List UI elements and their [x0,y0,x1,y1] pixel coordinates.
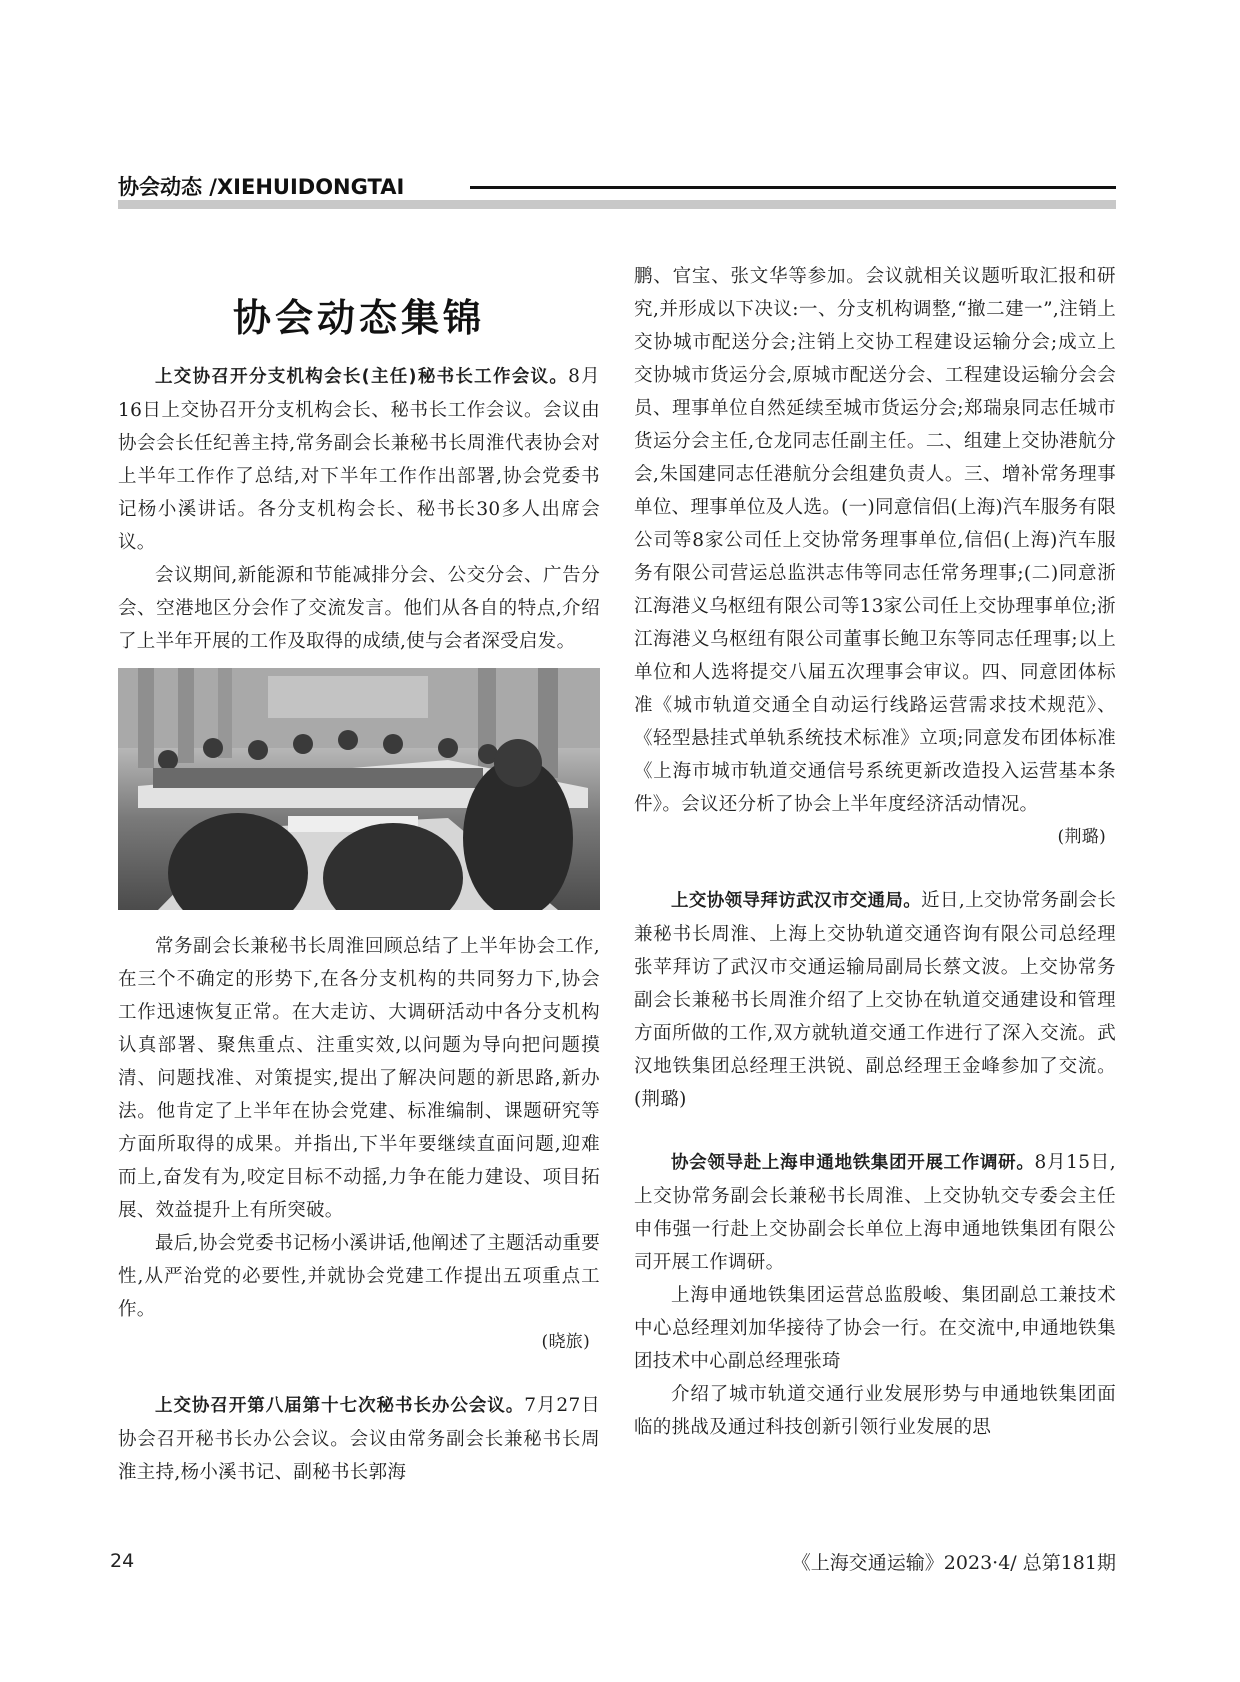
page-title: 协会动态集锦 [232,296,485,340]
header-band [118,200,1116,209]
article-paragraph [118,360,600,559]
article-paragraph [118,1389,600,1489]
article-paragraph: 会议期间,新能源和节能减排分会、公交分会、广告分会、空港地区分会作了交流发言。他们从各自的特点,介绍了上半年开展的工作及取得的成绩,使与会者深受启发。 [118,565,600,652]
meeting-photo-illustration [118,668,600,910]
article-heading: 协会领导赴上海申通地铁集团开展工作调研。 [671,1153,1035,1173]
left-column [118,280,600,1489]
section-header [118,172,1116,202]
author-signature: (荆璐) [634,1089,687,1110]
article-text: 近日,上交协常务副会长兼秘书长周淮、上海上交协轨道交通咨询有限公司总经理张苹拜访了武汉市交通运输局副局长蔡文波。上交协常务副会长兼秘书长周淮介绍了上交协在轨道交通建设和管理方面所做的工作,双方就轨道交通工作进行了深入交流。武汉地铁集团总经理王洪锐、副总经理王金峰参加了交流。 [634,890,1116,1077]
article-paragraph [118,1227,600,1359]
article-text: 鹏、官宝、张文华等参加。会议就相关议题听取汇报和研究,并形成以下决议:一、分支机构调整,“撤二建一”,注销上交协城市配送分会;注销上交协工程建设运输分会;成立上交协城市货运分会,原城市配送分会、工程建设运输分会会员、理事单位自然延续至城市货运分会;郑瑞泉同志任城市货运分会主任,仓龙同志任副主任。二、组建上交协港航分会,朱国建同志任港航分会组建负责人。三、增补常务理事单位、理事单位及人选。(一)同意信侣(上海)汽车服务有限公司等8家公司任上交协常务理事单位,信侣(上海)汽车服务有限公司营运总监洪志伟等同志任常务理事;(二)同意浙江海港义乌枢纽有限公司等13家公司任上交协理事单位;浙江海港义乌枢纽有限公司董事长鲍卫东等同志任理事;以上单位和人选将提交八届五次理事会审议。四、同意团体标准《城市轨道交通全自动运行线路运营需求技术规范》、《轻型悬挂式单轨系统技术标准》立项;同意发布团体标准《上海市城市轨道交通信号系统更新改造投入运营基本条件》。会议还分析了协会上半年度经济活动情况。 [634,266,1116,815]
section-title: 协会动态 /XIEHUIDONGTAI [118,175,405,199]
article-paragraph [634,884,1116,1116]
author-signature: (晓旅) [541,1332,590,1352]
article-heading: 上交协召开第八届第十七次秘书长办公会议。 [155,1396,525,1416]
article-paragraph: 常务副会长兼秘书长周淮回顾总结了上半年协会工作,在三个不确定的形势下,在各分支机构的共同努力下,协会工作迅速恢复正常。在大走访、大调研活动中各分支机构认真部署、聚焦重点、注重实效,以问题为导向把问题摸清、问题找准、对策提实,提出了解决问题的新思路,新办法。他肯定了上半年在协会党建、标准编制、课题研究等方面所取得的成果。并指出,下半年要继续直面问题,迎难而上,奋发有为,咬定目标不动摇,力争在能力建设、项目拓展、效益提升上有所突破。 [118,936,600,1221]
article-heading: 上交协领导拜访武汉市交通局。 [671,891,922,911]
author-signature: (荆璐) [1057,827,1106,847]
article-paragraph: 介绍了城市轨道交通行业发展形势与申通地铁集团面临的挑战及通过科技创新引领行业发展的思 [634,1384,1116,1438]
article-text: 8月16日上交协召开分支机构会长、秘书长工作会议。会议由协会会长任纪善主持,常务副会长兼秘书长周淮代表协会对上半年工作作了总结,对下半年工作作出部署,协会党委书记杨小溪讲话。各分支机构会长、秘书长30多人出席会议。 [118,366,600,553]
article-text: 最后,协会党委书记杨小溪讲话,他阐述了主题活动重要性,从严治党的必要性,并就协会党建工作提出五项重点工作。 [118,1233,600,1320]
page-number: 24 [110,1550,135,1572]
article-text: 8月15日,上交协常务副会长兼秘书长周淮、上交协轨交专委会主任申伟强一行赴上交协副会长单位上海申通地铁集团有限公司开展工作调研。 [634,1152,1116,1273]
article-paragraph: 上海申通地铁集团运营总监殷峻、集团副总工兼技术中心总经理刘加华接待了协会一行。在交流中,申通地铁集团技术中心副总经理张琦 [634,1285,1116,1372]
article-heading: 上交协召开分支机构会长(主任)秘书长工作会议。 [155,367,569,387]
meeting-photo [118,668,600,910]
article-paragraph [634,260,1116,854]
header-rule [470,186,1116,189]
issue-info: 《上海交通运输》2023·4/ 总第181期 [791,1552,1116,1574]
article-paragraph [634,1146,1116,1279]
article-text: 7月27日协会召开秘书长办公会议。会议由常务副会长兼秘书长周淮主持,杨小溪书记、副秘书长郭海 [118,1395,601,1483]
right-column [634,260,1116,1444]
